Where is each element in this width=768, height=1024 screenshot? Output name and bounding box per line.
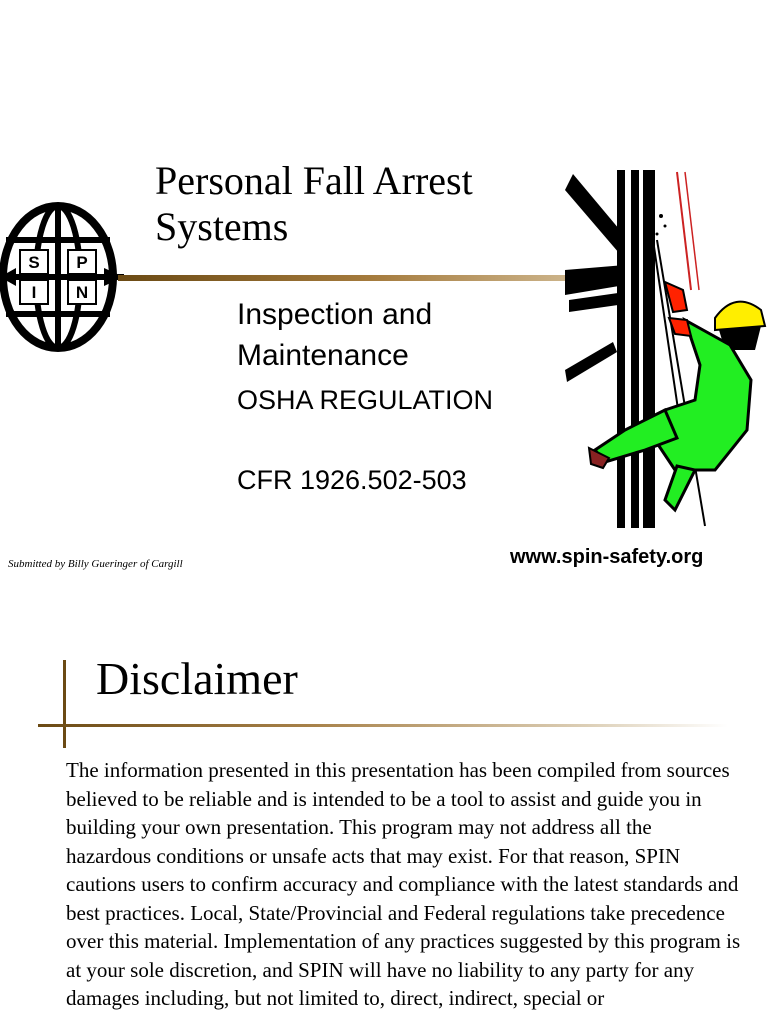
globe-logo-icon	[0, 200, 125, 355]
logo-letter-s: S	[28, 253, 40, 272]
disclaimer-title: Disclaimer	[96, 653, 298, 704]
logo-letter-i: I	[31, 283, 37, 302]
logo-letter-n: N	[75, 283, 89, 302]
lineman-climbing-pole-icon	[565, 170, 768, 530]
logo-letter-p: P	[76, 253, 88, 272]
osha-regulation-label: OSHA REGULATION	[237, 385, 494, 415]
slide-title: Personal Fall Arrest Systems	[155, 158, 473, 249]
cfr-reference: CFR 1926.502-503	[237, 465, 467, 495]
submitted-by-credit: Submitted by Billy Gueringer of Cargill	[8, 558, 183, 570]
title-divider	[118, 275, 573, 281]
disclaimer-slide	[0, 600, 768, 1024]
title-divider	[38, 724, 728, 727]
disclaimer-body: The information presented in this presentation has been compiled from sources believed to be reliable and is intended to be a tool to assist and guide you in building your own presentation. This program may not address all the hazardous conditions or unsafe acts that may exist. For that reason, SPIN cautions users to confirm accuracy and compliance with the latest standards and best practices. Local, State/Provincial and Federal regulations take precedence over this material. Implementation of any practices suggested by this program is at your sole discretion, and SPIN will have no liability to any party for any damages including, but not limited to, direct, indirect, special or	[66, 758, 741, 1010]
website-url: www.spin-safety.org	[510, 546, 704, 568]
slide-subtitle: Inspection and Maintenance	[237, 298, 433, 372]
title-accent-line	[63, 660, 66, 748]
